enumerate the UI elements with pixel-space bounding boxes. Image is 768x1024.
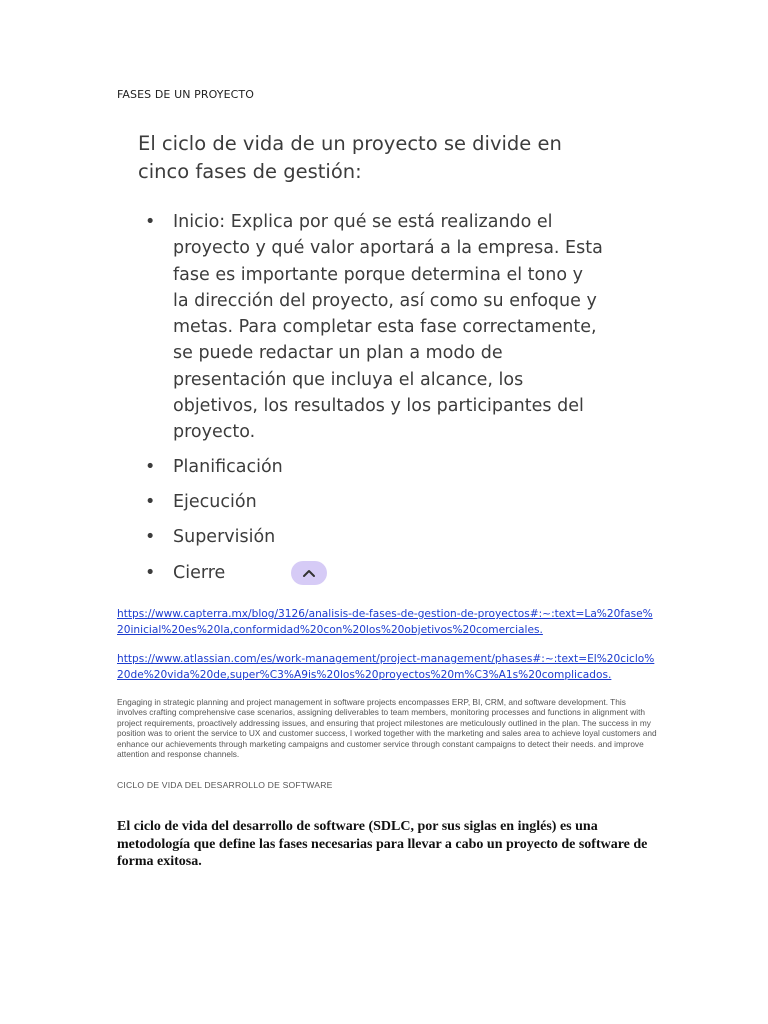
phase-ejecucion: Ejecución: [173, 492, 257, 512]
bullet-icon: •: [145, 492, 156, 512]
phase-cierre-label: Cierre: [173, 563, 226, 583]
bullet-icon: •: [145, 563, 156, 583]
paragraph-english: Engaging in strategic planning and project management in software projects encompasses ERP, BI, CRM, and software development. This involves crafting comprehensive case scenarios, assigning deliverables to team members, monitoring processes and functions in alignment with project requirements, proactively addressing issues, and ensuring that project milestones are meticulously outlined in the plan. The success in my position was to orient the service to UX and customer success, I worked together with the marketing and sales area to achieve loyal customers and enhance our achievements through marketing campaigns and customer service through constant campaigns to detect their needs. and improve attention and response channels.: [117, 697, 657, 760]
embedded-screenshot: [118, 118, 658, 596]
paragraph-spanish: El ciclo de vida del desarrollo de software (SDLC, por sus siglas en inglés) es una metodología que define las fases necesarias para llevar a cabo un proyecto de software de forma exitosa.: [117, 819, 648, 869]
phase-inicio: Inicio: Explica por qué se está realizando el proyecto y qué valor aportará a la empresa. Esta fase es importante porque determina el tono y la dirección del proyecto, así como su enfoque y metas. Para completar esta fase correctamente, se puede redactar un plan a modo de presentación que incluya el alcance, los objetivos, los resultados y los participantes del proyecto.: [173, 212, 603, 443]
bullet-icon: •: [145, 212, 156, 232]
bullet-icon: •: [145, 457, 156, 477]
chevron-up-icon: [302, 568, 316, 578]
bullet-icon: •: [145, 527, 156, 547]
phase-planificacion: Planificación: [173, 457, 283, 477]
collapse-button[interactable]: [291, 561, 327, 585]
source-link-capterra[interactable]: https://www.capterra.mx/blog/3126/analisis-de-fases-de-gestion-de-proyectos#:~:text=La%20fase%20inicial%20es%20la,conformidad%20con%20los%20objetivos%20comerciales.: [117, 608, 653, 636]
section-subheading: CICLO DE VIDA DEL DESARROLLO DE SOFTWARE: [117, 780, 333, 790]
phase-supervision: Supervisión: [173, 527, 276, 547]
document-title: FASES DE UN PROYECTO: [117, 88, 255, 101]
source-link-atlassian[interactable]: https://www.atlassian.com/es/work-management/project-management/phases#:~:text=El%20ciclo%20de%20vida%20de,super%C3%A9is%20los%20proyectos%20m%C3%A1s%20complicados.: [117, 653, 655, 681]
embedded-intro: El ciclo de vida de un proyecto se divide en cinco fases de gestión:: [138, 132, 562, 183]
phase-cierre: [173, 560, 603, 586]
